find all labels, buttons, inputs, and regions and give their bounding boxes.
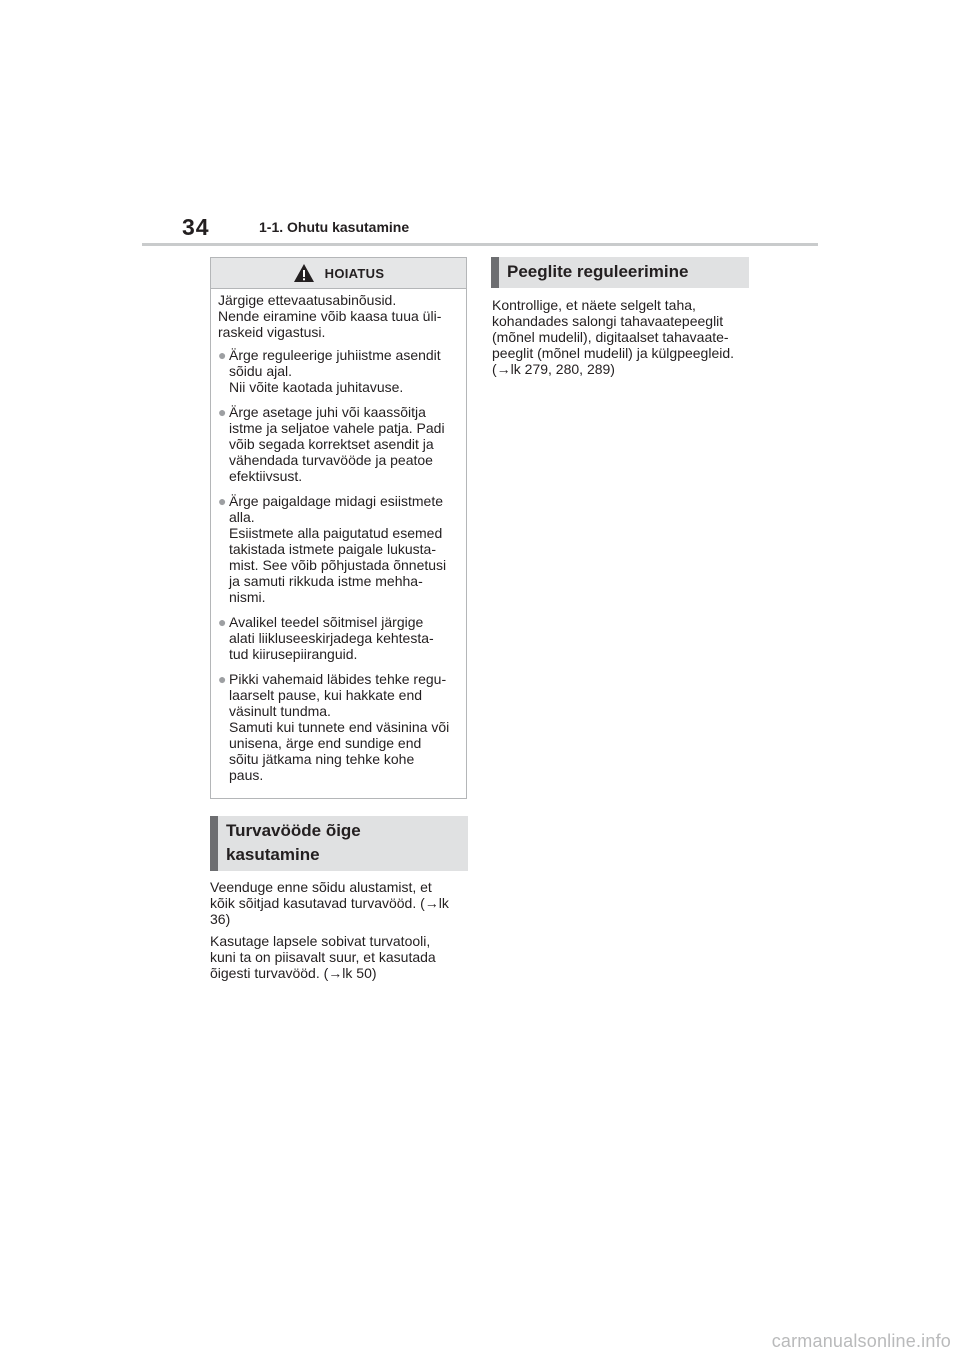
seatbelt-paragraph-2: Kasutage lapsele sobivat turvatooli, kuni ta on piisavalt suur, et kasutada õigesti turvavööd. (→lk 50) bbox=[210, 933, 436, 981]
section-title: 1-1. Ohutu kasutamine bbox=[259, 219, 410, 235]
bullet-icon: ● bbox=[218, 671, 227, 687]
warning-item-text: Pikki vahemaid läbides tehke regu- laarselt pause, kui hakkate end väsinult tundma. Samuti kui tunnete end väsinina või unisena, ärge end sundige end sõitu jätkama ning tehke kohe paus. bbox=[229, 671, 450, 783]
mirror-heading bbox=[491, 257, 749, 288]
warning-item-text: Ärge reguleerige juhiistme asendit sõidu ajal. Nii võite kaotada juhitavuse. bbox=[229, 347, 441, 395]
seatbelt-heading bbox=[210, 816, 468, 871]
bullet-icon: ● bbox=[218, 614, 227, 630]
watermark: carmanualsonline.info bbox=[771, 1331, 951, 1351]
bullet-icon: ● bbox=[218, 404, 227, 420]
warning-box bbox=[210, 257, 467, 799]
warning-item bbox=[218, 347, 461, 395]
warning-item bbox=[218, 614, 461, 662]
warning-item bbox=[218, 671, 461, 783]
seatbelt-heading-text: Turvavööde õige kasutamine bbox=[226, 821, 361, 864]
warning-item bbox=[218, 493, 461, 605]
warning-body bbox=[211, 289, 466, 783]
seatbelt-paragraph-1: Veenduge enne sõidu alustamist, et kõik sõitjad kasutavad turvavööd. (→lk 36) bbox=[210, 879, 449, 927]
warning-item-text: Ärge paigaldage midagi esiistmete alla. Esiistmete alla paigutatud esemed takistada istmete paigale lukusta- mist. See võib põhjustada õnnetusi ja samuti rikkuda istme mehha- nismi. bbox=[229, 493, 447, 605]
header-divider bbox=[142, 243, 818, 246]
warning-triangle-icon bbox=[293, 263, 315, 283]
warning-item-text: Ärge asetage juhi või kaassõitja istme ja seljatoe vahele patja. Padi võib segada korrektset asendit ja vähendada turvavööde ja peatoe efektiivsust. bbox=[229, 404, 445, 484]
mirror-heading-text: Peeglite reguleerimine bbox=[507, 262, 689, 281]
warning-intro: Järgige ettevaatusabinõusid. Nende eiramine võib kaasa tuua üli- raskeid vigastusi. bbox=[218, 292, 442, 340]
warning-label: HOIATUS bbox=[324, 265, 385, 281]
bullet-icon: ● bbox=[218, 347, 227, 363]
warning-item-text: Avalikel teedel sõitmisel järgige alati liikluseeskirjadega kehtesta- tud kiirusepiiranguid. bbox=[229, 614, 434, 662]
warning-item bbox=[218, 404, 461, 484]
warning-header bbox=[211, 258, 466, 289]
page-number: 34 bbox=[182, 214, 210, 240]
mirror-paragraph: Kontrollige, et näete selgelt taha, kohandades salongi tahavaatepeeglit (mõnel mudelil), digitaalset tahavaate- peeglit (mõnel mudelil) ja külgpeegleid. (→lk 279, 280, 289) bbox=[492, 297, 735, 377]
bullet-icon: ● bbox=[218, 493, 227, 509]
